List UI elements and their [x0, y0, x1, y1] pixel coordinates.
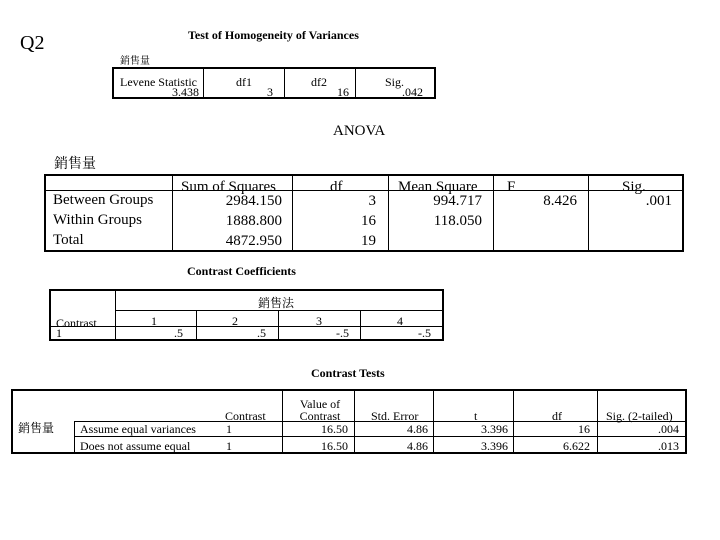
levene-header-statistic: Levene Statistic — [120, 75, 197, 89]
tests-t: 3.396 — [481, 439, 508, 453]
tests-variable: 銷售量 — [18, 421, 55, 435]
levene-header-df2: df2 — [311, 75, 327, 89]
anova-header-f: F — [507, 179, 516, 195]
tests-header-df: df — [552, 409, 562, 423]
anova-ss-value: 2984.150 — [225, 193, 282, 209]
tests-contrast-value: 1 — [226, 439, 232, 453]
anova-row-label: Within Groups — [53, 212, 142, 228]
anova-header-ss: Sum of Squares — [181, 179, 276, 195]
tests-std-error: 4.86 — [407, 439, 428, 453]
tests-header-value: Value of Contrast — [299, 397, 341, 423]
coefficient-value: .5 — [257, 326, 266, 340]
coefficient-value: -.5 — [336, 326, 349, 340]
tests-df: 6.622 — [563, 439, 590, 453]
tests-value: 16.50 — [321, 422, 348, 436]
anova-header-df: df — [330, 179, 343, 195]
coefficient-value: -.5 — [418, 326, 431, 340]
tests-row-label: Does not assume equal — [80, 439, 191, 453]
anova-ms-value: 994.717 — [433, 193, 482, 209]
tests-sig: .004 — [658, 422, 679, 436]
coefficients-level: 1 — [151, 314, 157, 328]
anova-ss-value: 4872.950 — [225, 233, 282, 249]
anova-header-ms: Mean Square — [398, 179, 478, 195]
tests-header-sig: Sig. (2-tailed) — [606, 409, 673, 423]
coefficient-value: .5 — [174, 326, 183, 340]
anova-ms-value: 118.050 — [433, 213, 482, 229]
coefficients-contrast-header: Contrast — [56, 316, 97, 330]
tests-row-label: Assume equal variances — [80, 422, 196, 436]
tests-sig: .013 — [658, 439, 679, 453]
tests-title: Contrast Tests — [311, 366, 385, 380]
tests-value: 16.50 — [321, 439, 348, 453]
anova-row-label: Between Groups — [53, 192, 154, 208]
anova-sig-value: .001 — [645, 193, 672, 209]
slide-label: Q2 — [20, 32, 45, 54]
levene-header-df1: df1 — [236, 75, 252, 89]
levene-variable: 銷售量 — [120, 56, 150, 67]
tests-t: 3.396 — [481, 422, 508, 436]
anova-f-value: 8.426 — [543, 193, 577, 209]
coefficients-level: 2 — [232, 314, 238, 328]
anova-df-value: 19 — [361, 233, 376, 249]
coefficients-row-label: 1 — [56, 326, 62, 340]
anova-variable: 銷售量 — [54, 157, 96, 172]
levene-title: Test of Homogeneity of Variances — [188, 28, 359, 42]
anova-row-label: Total — [53, 232, 84, 248]
anova-ss-value: 1888.800 — [225, 213, 282, 229]
levene-df1-value: 3 — [267, 85, 273, 99]
coefficients-level: 3 — [316, 314, 322, 328]
levene-sig-value: .042 — [402, 85, 423, 99]
anova-header-sig: Sig. — [622, 179, 646, 195]
coefficients-title: Contrast Coefficients — [187, 264, 296, 278]
tests-df: 16 — [578, 422, 590, 436]
coefficients-level: 4 — [397, 314, 403, 328]
tests-std-error: 4.86 — [407, 422, 428, 436]
tests-contrast-value: 1 — [226, 422, 232, 436]
coefficients-factor: 銷售法 — [258, 296, 295, 310]
anova-title: ANOVA — [333, 123, 386, 139]
levene-df2-value: 16 — [337, 85, 349, 99]
anova-df-value: 3 — [368, 193, 376, 209]
levene-statistic-value: 3.438 — [172, 85, 199, 99]
levene-header-sig: Sig. — [385, 75, 405, 89]
tests-header-std-error: Std. Error — [371, 409, 419, 423]
anova-df-value: 16 — [361, 213, 376, 229]
tests-header-contrast: Contrast — [225, 409, 266, 423]
tests-header-t: t — [474, 409, 478, 423]
